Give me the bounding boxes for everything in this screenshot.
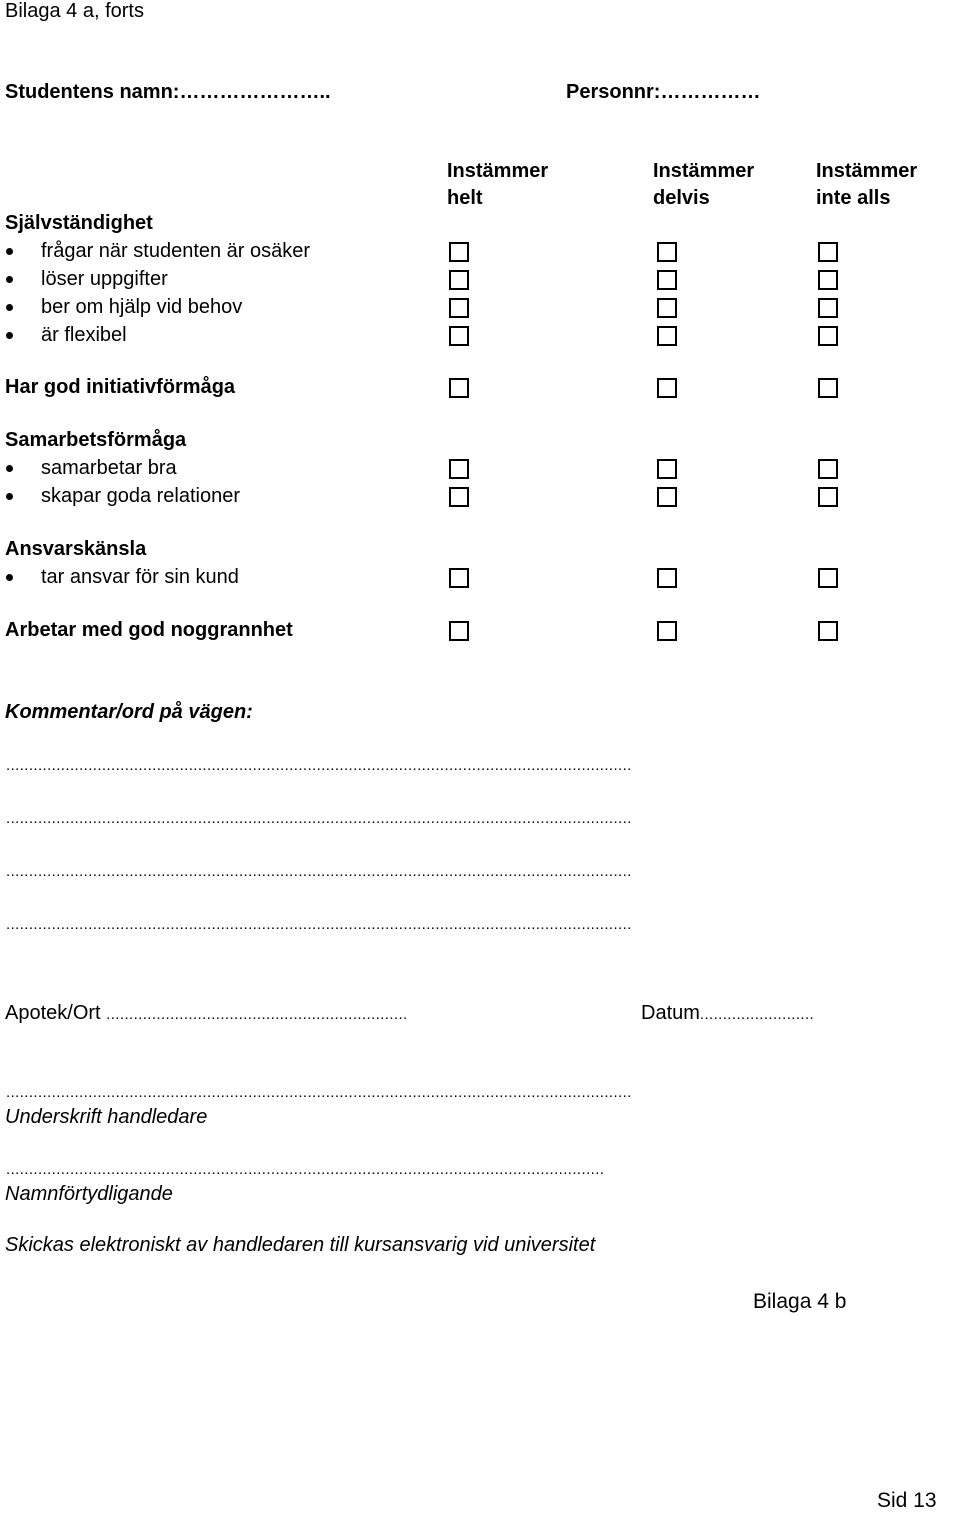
- section-title-initiativ: Har god initiativförmåga: [5, 376, 236, 398]
- checkbox-delvis[interactable]: [657, 270, 677, 290]
- checkbox-delvis[interactable]: [657, 568, 677, 588]
- supervisor-signature-label: Underskrift handledare: [5, 1106, 208, 1128]
- checkbox-helt[interactable]: [449, 568, 469, 588]
- checkbox-inte-alls[interactable]: [818, 270, 838, 290]
- datum-label: Datum: [641, 1002, 700, 1024]
- next-attachment-title: Bilaga 4 b: [753, 1290, 847, 1313]
- criterion-label: frågar när studenten är osäker: [41, 240, 311, 262]
- checkbox-helt[interactable]: [449, 326, 469, 346]
- column-header-inte-line2: inte alls: [816, 187, 891, 209]
- checkbox-delvis[interactable]: [657, 487, 677, 507]
- checkbox-inte-alls[interactable]: [818, 621, 838, 641]
- bullet-icon: [6, 493, 13, 500]
- comment-line[interactable]: .........................................................................................................................................: [6, 810, 632, 827]
- column-header-helt-line2: helt: [447, 187, 483, 209]
- bullet-icon: [6, 276, 13, 283]
- bullet-icon: [6, 332, 13, 339]
- criterion-label: skapar goda relationer: [41, 485, 241, 507]
- comment-line[interactable]: .........................................................................................................................................: [6, 757, 632, 774]
- column-header-helt: [447, 158, 548, 212]
- criterion-label: tar ansvar för sin kund: [41, 566, 239, 588]
- page-number: Sid 13: [877, 1489, 937, 1512]
- apotek-label: Apotek/Ort: [5, 1002, 101, 1024]
- comment-line[interactable]: .........................................................................................................................................: [6, 916, 632, 933]
- checkbox-inte-alls[interactable]: [818, 298, 838, 318]
- column-header-inte-alls: [816, 158, 917, 212]
- supervisor-signature-line[interactable]: .........................................................................................................................................: [6, 1084, 632, 1101]
- column-header-delvis-line2: delvis: [653, 187, 710, 209]
- section-title-samarbete: Samarbetsförmåga: [5, 429, 187, 451]
- checkbox-helt[interactable]: [449, 378, 469, 398]
- checkbox-delvis[interactable]: [657, 378, 677, 398]
- criterion-label: löser uppgifter: [41, 268, 168, 290]
- checkbox-inte-alls[interactable]: [818, 487, 838, 507]
- checkbox-delvis[interactable]: [657, 326, 677, 346]
- datum-dots: .........................: [699, 1006, 815, 1023]
- personnr-label: Personnr:……………: [566, 81, 761, 103]
- bullet-icon: [6, 304, 13, 311]
- criterion-label: samarbetar bra: [41, 457, 177, 479]
- section-title-sjalvstandighet: Självständighet: [5, 212, 153, 234]
- datum-field[interactable]: [641, 1002, 814, 1025]
- checkbox-delvis[interactable]: [657, 459, 677, 479]
- column-header-delvis: [653, 158, 754, 212]
- checkbox-helt[interactable]: [449, 621, 469, 641]
- checkbox-inte-alls[interactable]: [818, 326, 838, 346]
- checkbox-delvis[interactable]: [657, 621, 677, 641]
- student-name-label: Studentens namn:…………………..: [5, 81, 331, 103]
- checkbox-helt[interactable]: [449, 459, 469, 479]
- name-clarification-label: Namnförtydligande: [5, 1183, 173, 1205]
- section-title-noggrannhet: Arbetar med god noggrannhet: [5, 619, 293, 641]
- name-clarification-line[interactable]: ...................................................................................................................................: [6, 1161, 605, 1178]
- column-header-helt-line1: Instämmer: [447, 160, 549, 182]
- checkbox-helt[interactable]: [449, 242, 469, 262]
- checkbox-delvis[interactable]: [657, 242, 677, 262]
- section-title-ansvar: Ansvarskänsla: [5, 538, 147, 560]
- checkbox-helt[interactable]: [449, 487, 469, 507]
- checkbox-helt[interactable]: [449, 298, 469, 318]
- criterion-label: ber om hjälp vid behov: [41, 296, 243, 318]
- bullet-icon: [6, 248, 13, 255]
- bullet-icon: [6, 574, 13, 581]
- checkbox-helt[interactable]: [449, 270, 469, 290]
- comments-label: Kommentar/ord på vägen:: [5, 701, 253, 723]
- criterion-label: är flexibel: [41, 324, 127, 346]
- send-note: Skickas elektroniskt av handledaren till kursansvarig vid universitet: [5, 1234, 596, 1256]
- apotek-field[interactable]: [5, 1002, 408, 1025]
- column-header-inte-line1: Instämmer: [816, 160, 918, 182]
- checkbox-inte-alls[interactable]: [818, 242, 838, 262]
- apotek-dots: ..................................................................: [106, 1006, 408, 1023]
- checkbox-inte-alls[interactable]: [818, 568, 838, 588]
- checkbox-inte-alls[interactable]: [818, 378, 838, 398]
- checkbox-inte-alls[interactable]: [818, 459, 838, 479]
- column-header-delvis-line1: Instämmer: [653, 160, 755, 182]
- comment-line[interactable]: .........................................................................................................................................: [6, 863, 632, 880]
- attachment-title: Bilaga 4 a, forts: [5, 0, 144, 22]
- checkbox-delvis[interactable]: [657, 298, 677, 318]
- bullet-icon: [6, 465, 13, 472]
